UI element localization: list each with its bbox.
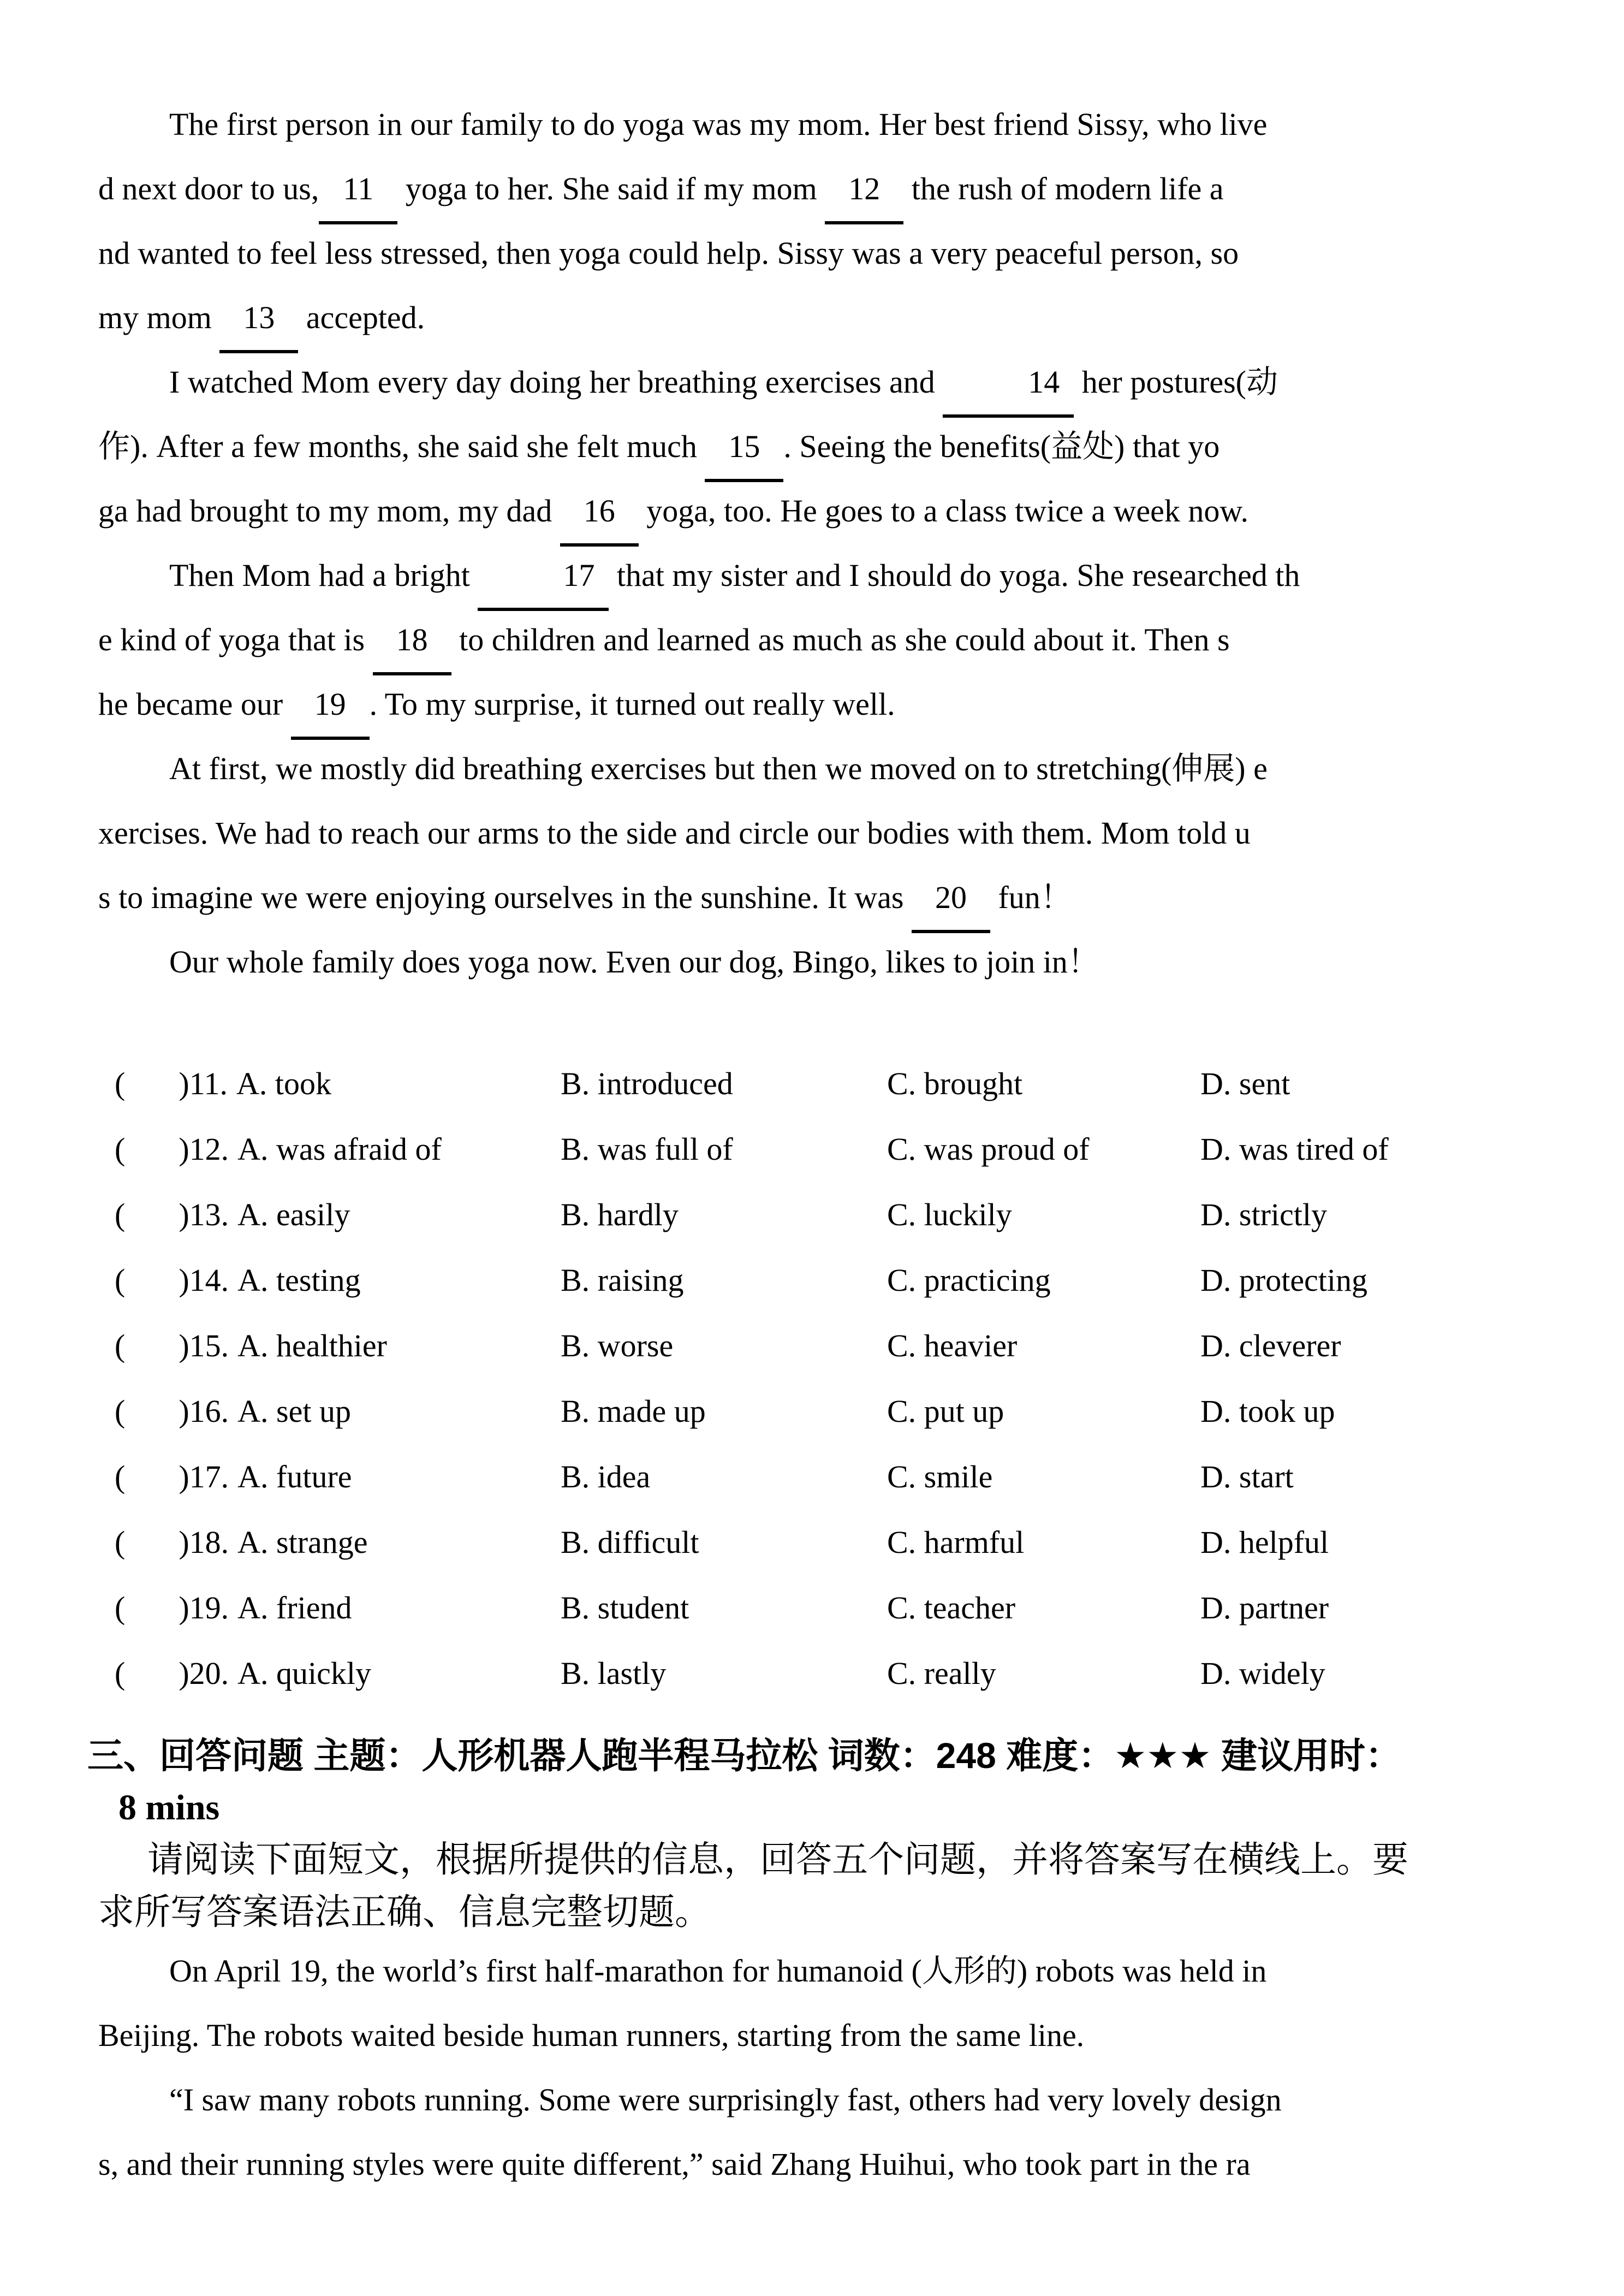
passage-text: The first person in our family to do yoga was my mom. Her best friend Sissy, who live <box>169 106 1268 142</box>
question-number: 14. <box>189 1262 229 1298</box>
passage-text: ga had brought to my mom, my dad <box>98 493 560 529</box>
answer-paren[interactable]: ( ) <box>115 1524 200 1560</box>
s3-passage-line-3: “I saw many robots running. Some were surprisingly fast, others had very lovely design <box>169 2082 1282 2117</box>
passage-text: her postures(动 <box>1074 364 1278 400</box>
option-d[interactable]: D. strictly <box>1200 1197 1327 1232</box>
s3-passage-line-1: On April 19, the world’s first half-marathon for humanoid (人形的) robots was held in <box>169 1953 1267 1989</box>
question-number: 12. <box>189 1131 229 1167</box>
question-number: 11. <box>189 1066 228 1101</box>
option-row-12 <box>98 1117 1564 1182</box>
passage-line-7 <box>98 479 1564 543</box>
option-c[interactable]: C. smile <box>887 1459 993 1494</box>
passage-line-9 <box>98 608 1564 672</box>
options-table <box>98 1051 1564 1706</box>
option-c[interactable]: C. heavier <box>887 1328 1018 1363</box>
cloze-blank-12[interactable]: 12 <box>825 157 903 224</box>
option-a[interactable]: A. took <box>236 1066 331 1101</box>
instruction-line-1: 请阅读下面短文，根据所提供的信息，回答五个问题，并将答案写在横线上。要 <box>147 1840 1408 1880</box>
passage-text: At first, we mostly did breathing exercises but then we moved on to stretching(伸展) e <box>169 751 1268 786</box>
option-d[interactable]: D. took up <box>1200 1393 1335 1429</box>
answer-paren[interactable]: ( ) <box>115 1262 200 1298</box>
cloze-blank-16[interactable]: 16 <box>560 479 639 547</box>
option-b[interactable]: B. idea <box>561 1459 651 1494</box>
passage-text: yoga to her. She said if my mom <box>397 171 825 206</box>
cloze-blank-14[interactable]: 14 <box>943 350 1074 418</box>
option-b[interactable]: B. was full of <box>561 1131 733 1167</box>
passage-text: Then Mom had a bright <box>169 557 478 593</box>
option-cell-a <box>115 1444 561 1510</box>
option-c[interactable]: C. really <box>887 1656 996 1691</box>
option-d[interactable]: D. widely <box>1200 1656 1325 1691</box>
question-number: 18. <box>189 1524 229 1560</box>
answer-paren[interactable]: ( ) <box>115 1328 200 1363</box>
passage-text: yoga, too. He goes to a class twice a week now. <box>638 493 1248 529</box>
option-row-14 <box>98 1248 1564 1313</box>
option-c[interactable]: C. brought <box>887 1066 1023 1101</box>
option-row-17 <box>98 1444 1564 1510</box>
option-b[interactable]: B. introduced <box>561 1066 733 1101</box>
passage-line-13 <box>98 865 1564 930</box>
option-row-18 <box>98 1510 1564 1575</box>
cloze-blank-18[interactable]: 18 <box>373 608 451 675</box>
option-a[interactable]: A. healthier <box>237 1328 387 1363</box>
passage-line-5 <box>98 350 1564 414</box>
passage-text: I watched Mom every day doing her breathing exercises and <box>169 364 943 400</box>
passage-line-2 <box>98 157 1564 221</box>
option-a[interactable]: A. strange <box>237 1524 368 1560</box>
cloze-blank-15[interactable]: 15 <box>705 414 783 482</box>
option-a[interactable]: A. testing <box>237 1262 361 1298</box>
cloze-blank-17[interactable]: 17 <box>478 543 609 611</box>
option-cell-a <box>115 1051 561 1117</box>
question-number: 19. <box>189 1590 229 1625</box>
option-c[interactable]: C. teacher <box>887 1590 1016 1625</box>
passage-text: nd wanted to feel less stressed, then yoga could help. Sissy was a very peaceful person, so <box>98 235 1239 271</box>
passage-line-10 <box>98 672 1564 737</box>
option-cell-a <box>115 1248 561 1313</box>
passage-line-1 <box>98 92 1564 157</box>
option-b[interactable]: B. lastly <box>561 1656 667 1691</box>
answer-paren[interactable]: ( ) <box>115 1459 200 1494</box>
cloze-blank-19[interactable]: 19 <box>291 672 370 740</box>
option-d[interactable]: D. was tired of <box>1200 1131 1389 1167</box>
passage-line-6 <box>98 414 1564 479</box>
cloze-blank-13[interactable]: 13 <box>219 286 298 353</box>
option-b[interactable]: B. worse <box>561 1328 674 1363</box>
passage-text: he became our <box>98 686 291 722</box>
option-c[interactable]: C. harmful <box>887 1524 1025 1560</box>
instruction-line-2: 求所写答案语法正确、信息完整切题。 <box>98 1892 711 1932</box>
cloze-blank-11[interactable]: 11 <box>319 157 397 224</box>
section3-instructions <box>98 1834 1564 1939</box>
option-row-11 <box>98 1051 1564 1117</box>
question-number: 13. <box>189 1197 229 1232</box>
question-number: 16. <box>189 1393 229 1429</box>
option-b[interactable]: B. made up <box>561 1393 706 1429</box>
option-d[interactable]: D. partner <box>1200 1590 1329 1625</box>
passage-text: s to imagine we were enjoying ourselves in the sunshine. It was <box>98 880 912 915</box>
section3-passage <box>98 1939 1564 2197</box>
option-b[interactable]: B. raising <box>561 1262 684 1298</box>
option-b[interactable]: B. student <box>561 1590 689 1625</box>
option-c[interactable]: C. was proud of <box>887 1131 1090 1167</box>
section3-heading-line1: 三、回答问题 主题：人形机器人跑半程马拉松 词数：248 难度：★★★ 建议用时： <box>87 1735 1401 1776</box>
passage-text: d next door to us, <box>98 171 319 206</box>
passage-text: Our whole family does yoga now. Even our dog, Bingo, likes to join in！ <box>169 944 1099 980</box>
answer-paren[interactable]: ( ) <box>115 1066 200 1101</box>
option-a[interactable]: A. set up <box>237 1393 351 1429</box>
passage-line-14 <box>98 930 1564 994</box>
option-row-19 <box>98 1575 1564 1641</box>
passage-text: 作). After a few months, she said she felt much <box>98 429 705 464</box>
passage-text: . Seeing the benefits(益处) that yo <box>783 429 1220 464</box>
option-cell-a <box>115 1117 561 1182</box>
passage-line-11 <box>98 737 1564 801</box>
option-d[interactable]: D. sent <box>1200 1066 1290 1101</box>
passage-line-4 <box>98 286 1564 350</box>
cloze-blank-20[interactable]: 20 <box>912 865 990 933</box>
option-d[interactable]: D. cleverer <box>1200 1328 1341 1363</box>
option-c[interactable]: C. luckily <box>887 1197 1012 1232</box>
option-cell-a <box>115 1182 561 1248</box>
section-three <box>87 1729 1564 2197</box>
option-cell-a <box>115 1313 561 1379</box>
option-d[interactable]: D. start <box>1200 1459 1294 1494</box>
passage-line-3 <box>98 221 1564 286</box>
option-cell-a <box>115 1510 561 1575</box>
option-cell-a <box>115 1641 561 1706</box>
option-b[interactable]: B. hardly <box>561 1197 679 1232</box>
option-d[interactable]: D. protecting <box>1200 1262 1368 1298</box>
option-cell-a <box>115 1575 561 1641</box>
passage-text: my mom <box>98 300 220 335</box>
question-number: 15. <box>189 1328 229 1363</box>
s3-passage-line-4: s, and their running styles were quite different,” said Zhang Huihui, who took part in the ra <box>98 2146 1251 2182</box>
passage-line-12 <box>98 801 1564 865</box>
passage-text: the rush of modern life a <box>903 171 1224 206</box>
passage-text: e kind of yoga that is <box>98 622 373 657</box>
passage-text: to children and learned as much as she could about it. Then s <box>451 622 1230 657</box>
option-c[interactable]: C. practicing <box>887 1262 1051 1298</box>
passage-text: . To my surprise, it turned out really well. <box>369 686 895 722</box>
option-a[interactable]: A. quickly <box>237 1656 371 1691</box>
option-c[interactable]: C. put up <box>887 1393 1004 1429</box>
option-a[interactable]: A. was afraid of <box>237 1131 442 1167</box>
option-row-16 <box>98 1379 1564 1444</box>
question-number: 17. <box>189 1459 229 1494</box>
passage-text: fun！ <box>990 880 1072 915</box>
option-a[interactable]: A. friend <box>237 1590 352 1625</box>
passage-text: that my sister and I should do yoga. She researched th <box>609 557 1300 593</box>
option-cell-a <box>115 1379 561 1444</box>
option-row-13 <box>98 1182 1564 1248</box>
option-d[interactable]: D. helpful <box>1200 1524 1329 1560</box>
option-a[interactable]: A. easily <box>237 1197 350 1232</box>
question-number: 20. <box>189 1656 229 1691</box>
option-row-20 <box>98 1641 1564 1706</box>
answer-paren[interactable]: ( ) <box>115 1590 200 1625</box>
section3-heading-line2: 8 mins <box>118 1788 220 1828</box>
answer-paren[interactable]: ( ) <box>115 1393 200 1429</box>
answer-paren[interactable]: ( ) <box>115 1197 200 1232</box>
passage-text: accepted. <box>298 300 425 335</box>
passage-text: xercises. We had to reach our arms to the side and circle our bodies with them. Mom told u <box>98 815 1251 851</box>
option-row-15 <box>98 1313 1564 1379</box>
option-a[interactable]: A. future <box>237 1459 352 1494</box>
answer-paren[interactable]: ( ) <box>115 1131 200 1167</box>
cloze-passage <box>98 92 1564 994</box>
option-b[interactable]: B. difficult <box>561 1524 699 1560</box>
passage-line-8 <box>98 543 1564 608</box>
answer-paren[interactable]: ( ) <box>115 1656 200 1691</box>
s3-passage-line-2: Beijing. The robots waited beside human runners, starting from the same line. <box>98 2018 1085 2053</box>
